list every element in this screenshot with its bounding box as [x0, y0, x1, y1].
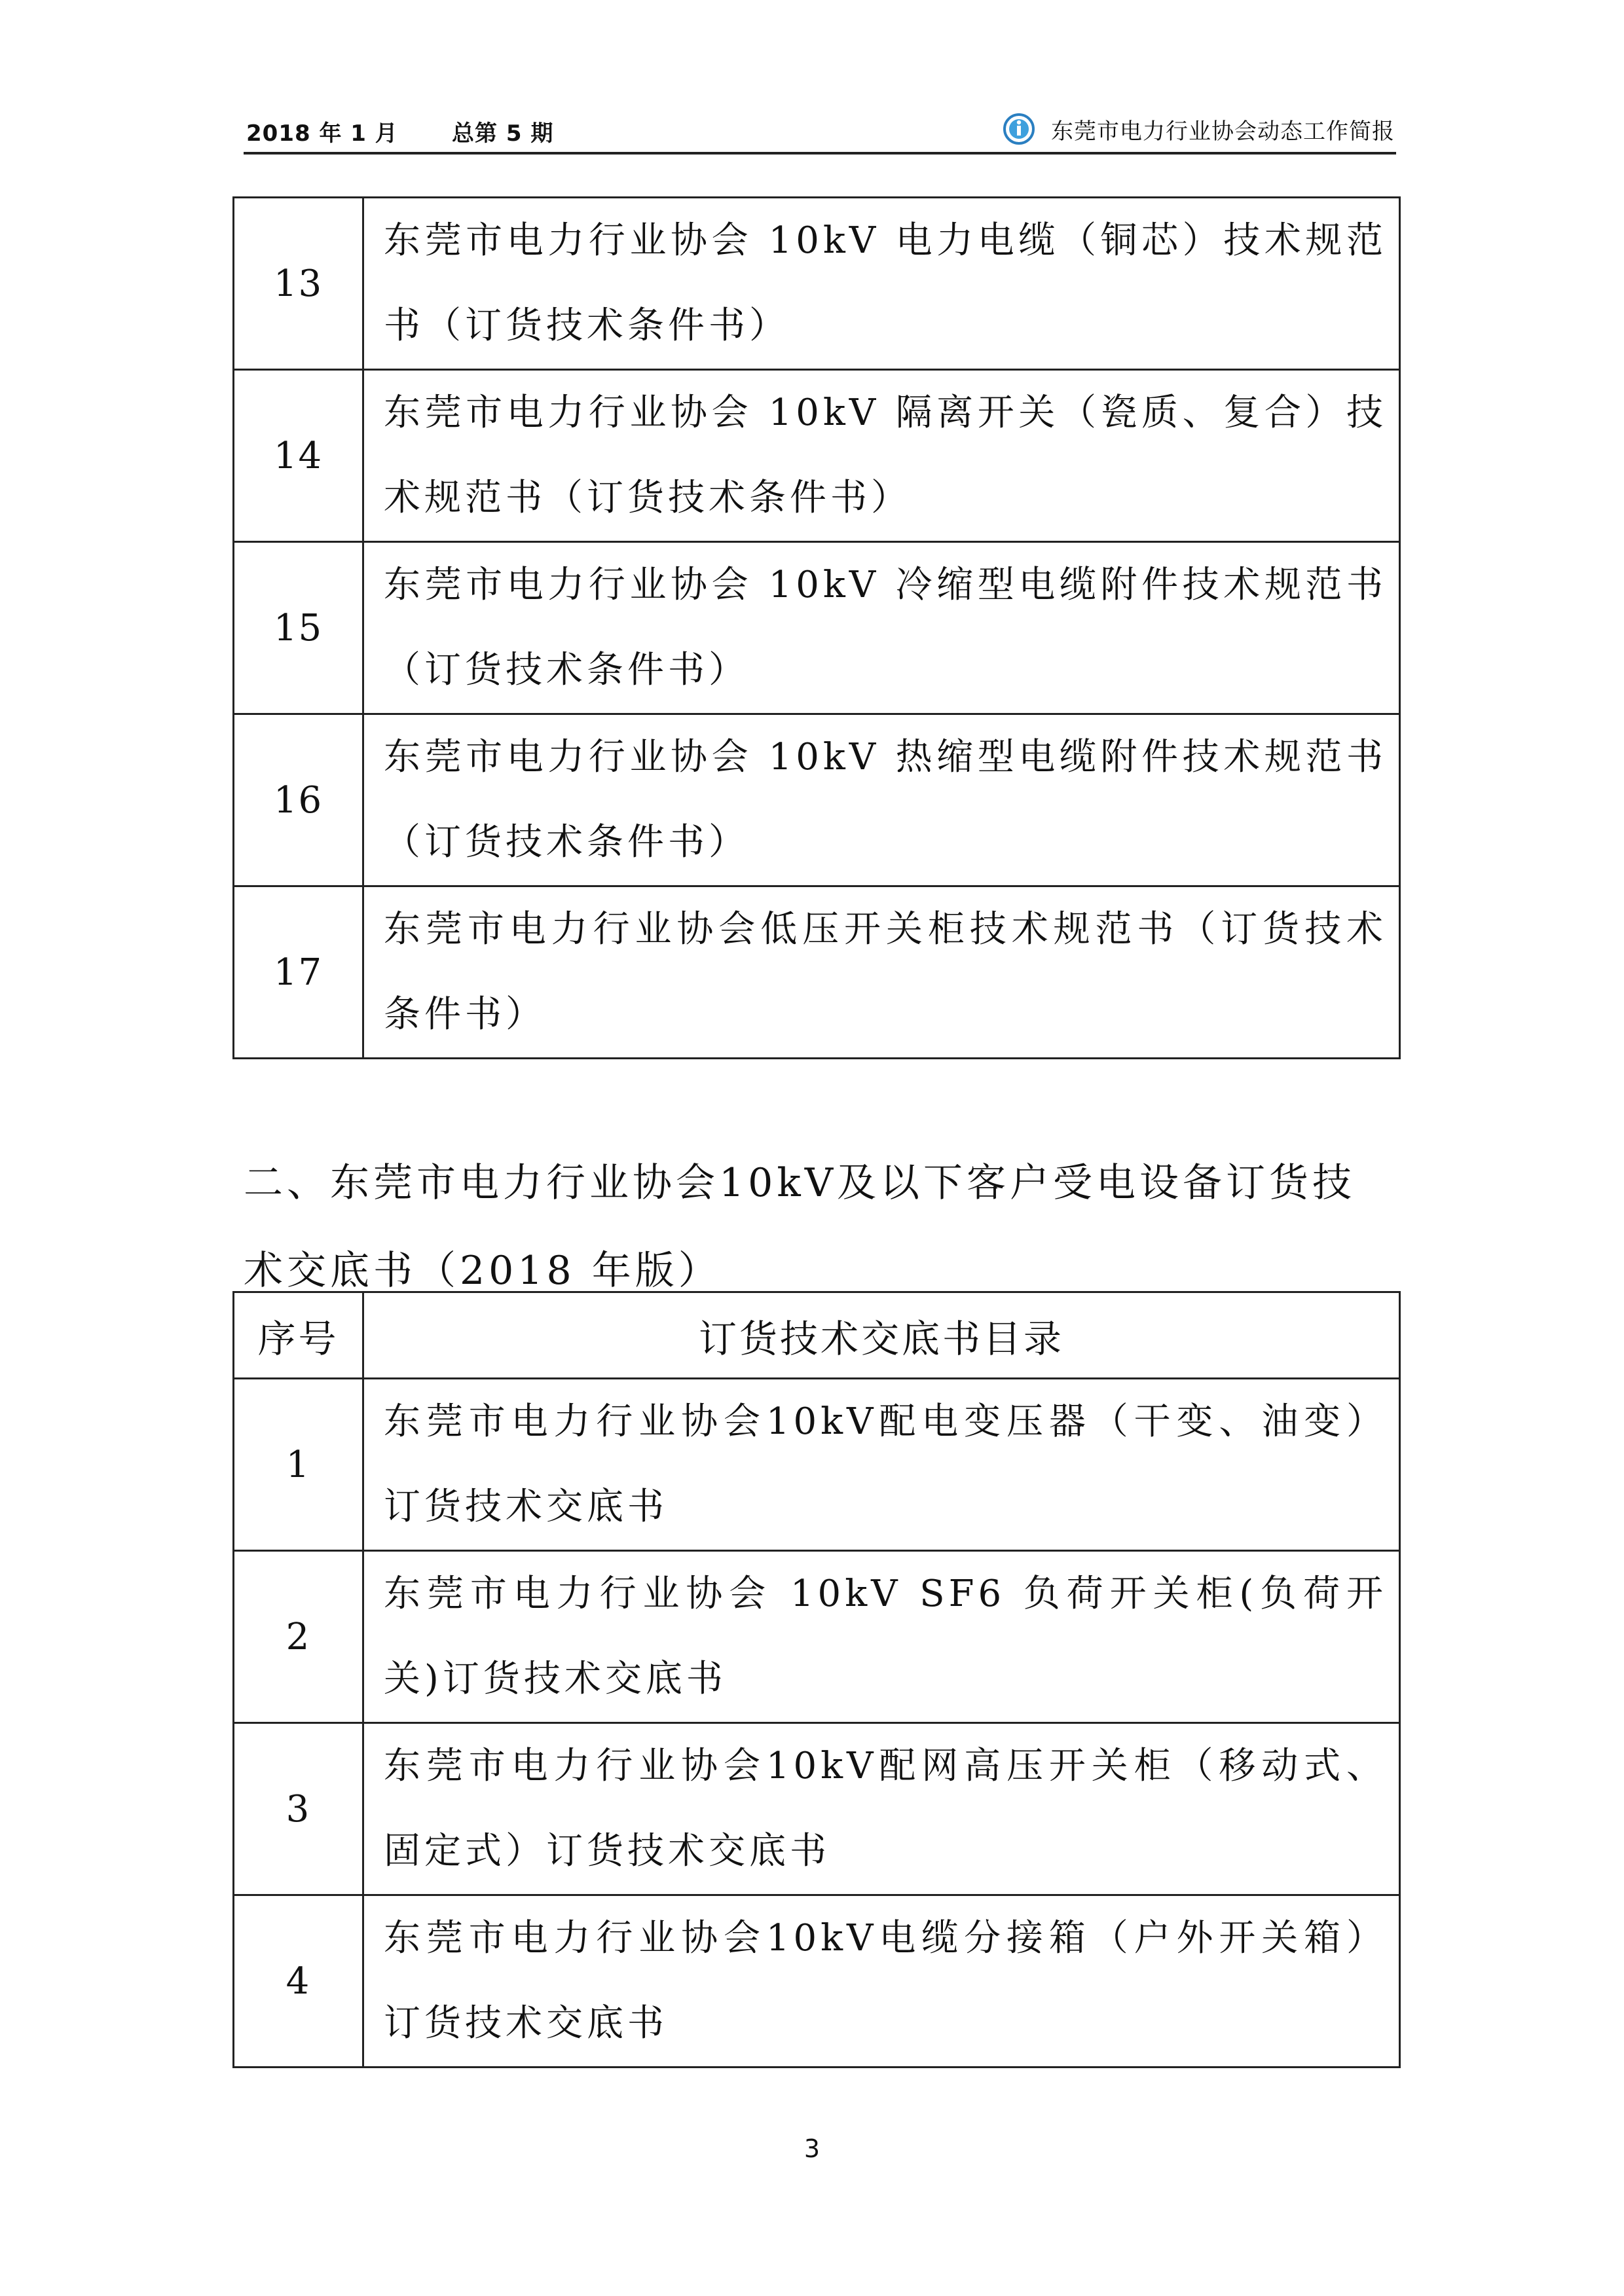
column-header-title: 订货技术交底书目录	[363, 1292, 1400, 1379]
row-number: 16	[234, 714, 363, 886]
row-title: 东莞市电力行业协会10kV电缆分接箱（户外开关箱）订货技术交底书	[363, 1895, 1400, 2068]
row-title: 东莞市电力行业协会低压开关柜技术规范书（订货技术条件书）	[363, 886, 1400, 1059]
row-title: 东莞市电力行业协会10kV配电变压器（干变、油变）订货技术交底书	[363, 1379, 1400, 1551]
row-number: 14	[234, 370, 363, 542]
row-number: 1	[234, 1379, 363, 1551]
row-number: 17	[234, 886, 363, 1059]
table-row	[234, 1723, 1400, 1895]
header-date: 2018 年 1 月	[246, 120, 398, 147]
row-title: 东莞市电力行业协会 10kV 隔离开关（瓷质、复合）技术规范书（订货技术条件书）	[363, 370, 1400, 542]
table-row	[234, 1551, 1400, 1723]
table-header-row	[234, 1292, 1400, 1379]
table-row	[234, 542, 1400, 714]
row-number: 4	[234, 1895, 363, 2068]
header-org	[1003, 113, 1395, 145]
row-title: 东莞市电力行业协会 10kV 电力电缆（铜芯）技术规范书（订货技术条件书）	[363, 198, 1400, 370]
column-header-number: 序号	[234, 1292, 363, 1379]
row-number: 3	[234, 1723, 363, 1895]
row-title: 东莞市电力行业协会 10kV SF6 负荷开关柜(负荷开关)订货技术交底书	[363, 1551, 1400, 1723]
table-row	[234, 1895, 1400, 2068]
page-header	[244, 111, 1396, 155]
section-heading: 二、东莞市电力行业协会10kV及以下客户受电设备订货技术交底书（2018 年版）	[244, 1160, 1356, 1294]
table-row	[234, 370, 1400, 542]
row-number: 13	[234, 198, 363, 370]
row-number: 2	[234, 1551, 363, 1723]
spec-table-continued	[232, 196, 1401, 1059]
table-row	[234, 886, 1400, 1059]
info-logo-icon	[1003, 113, 1035, 145]
row-number: 15	[234, 542, 363, 714]
table-row	[234, 198, 1400, 370]
header-org-title: 东莞市电力行业协会动态工作简报	[1051, 118, 1395, 145]
page-number: 3	[803, 2134, 821, 2163]
header-issue: 总第 5 期	[452, 120, 554, 147]
row-title: 东莞市电力行业协会 10kV 冷缩型电缆附件技术规范书（订货技术条件书）	[363, 542, 1400, 714]
table-row	[234, 714, 1400, 886]
disclosure-table	[232, 1291, 1401, 2068]
row-title: 东莞市电力行业协会10kV配网高压开关柜（移动式、固定式）订货技术交底书	[363, 1723, 1400, 1895]
table-row	[234, 1379, 1400, 1551]
row-title: 东莞市电力行业协会 10kV 热缩型电缆附件技术规范书（订货技术条件书）	[363, 714, 1400, 886]
